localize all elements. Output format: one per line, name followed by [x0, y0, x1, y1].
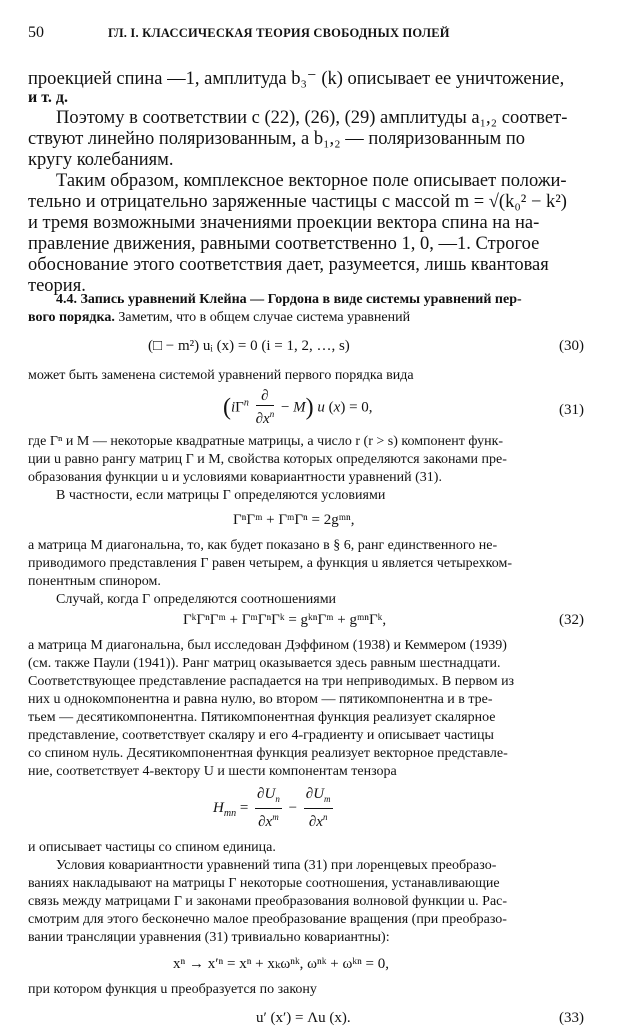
text-line: образования функции u и условиями ковариантности уравнений (31). [28, 470, 442, 485]
equation-rotation: xⁿ → x′ⁿ = xⁿ + xₖωⁿᵏ, ωⁿᵏ + ωᵏⁿ = 0, [173, 956, 389, 972]
text-line: тельно и отрицательно заряженные частицы с массой m = √(k₀² − k²) [28, 192, 567, 212]
text-line: и описывает частицы со спином единица. [28, 840, 276, 855]
equation-tensor-H: $H_{mn}$ = $\frac{\partial U_n}{\partial x^m}$ − $\frac{\partial U_m}{\partial x^n}$ [213, 786, 331, 830]
running-head: ГЛ. I. КЛАССИЧЕСКАЯ ТЕОРИЯ СВОБОДНЫХ ПОЛЕЙ [108, 26, 450, 40]
text-line: Поэтому в соответствии с (22), (26), (29) амплитуды a₁,₂ соответ- [56, 108, 568, 128]
text-line: может быть заменена системой уравнений первого порядка вида [28, 368, 414, 383]
section-heading-end: вого порядка. [28, 310, 115, 325]
equation-33: u′ (x′) = Λu (x). [256, 1010, 351, 1026]
equation-number-32: (32) [559, 612, 584, 628]
text-line: обоснование этого соответствия дает, разумеется, лишь квантовая [28, 255, 549, 275]
text-line: вании трансляции уравнения (31) тривиально ковариантны): [28, 930, 390, 945]
text-line: Соответствующее представление распадается на три неприводимых. В первом из [28, 674, 515, 689]
text-line: кругу колебаниям. [28, 150, 174, 170]
text-line: теория. [28, 276, 86, 296]
text-line: понентным спинором. [28, 574, 161, 589]
text-line: связь между матрицами Γ и законами преобразования волновой функции u. Рас- [28, 894, 508, 909]
page-header [28, 22, 598, 44]
text-line: них u однокомпонентна и равна нулю, во втором — пятикомпонентна и в тре- [28, 692, 493, 707]
text-line: ние, соответствует 4-вектору U и шести компонентам тензора [28, 764, 397, 779]
text-line: со спином нуль. Десятикомпонентная функция реализует векторное представле- [28, 746, 508, 761]
text-line: а матрица M диагональна, был исследован Дэффином (1938) и Кеммером (1939) [28, 638, 507, 653]
text-line: В частности, если матрицы Γ определяются условиями [56, 488, 386, 503]
equation-gamma-anticommutator: ΓⁿΓᵐ + ΓᵐΓⁿ = 2gᵐⁿ, [233, 512, 355, 528]
text-line: а матрица M диагональна, то, как будет показано в § 6, ранг единственного не- [28, 538, 498, 553]
equation-number-33: (33) [559, 1010, 584, 1026]
equation-32: ΓᵏΓⁿΓᵐ + ΓᵐΓⁿΓᵏ = gᵏⁿΓᵐ + gᵐⁿΓᵏ, [183, 612, 387, 628]
text-line: Случай, когда Γ определяются соотношениями [56, 592, 337, 607]
text-line: и т. д. [28, 89, 68, 106]
text-line: проекцией спина —1, амплитуда b₃⁻ (k) описывает ее уничтожение, [28, 69, 565, 89]
fraction-dUm: $\frac{\partial U_m}{\partial x^n}$ [305, 786, 331, 830]
text-line: при котором функция u преобразуется по закону [28, 982, 317, 997]
equation-31: ($i\Gamma^n$ $\frac{\partial}{\partial x^n}$ − M) u (x) = 0, [223, 388, 373, 427]
text-line: Таким образом, комплексное векторное поле описывает положи- [56, 171, 567, 191]
section-intro: Заметим, что в общем случае система уравнений [118, 310, 411, 325]
text-line: где Γⁿ и M — некоторые квадратные матрицы, а число r (r > s) компонент функ- [28, 434, 504, 449]
text-line: представление, соответствует скаляру и его 4-градиенту и описывает частицы [28, 728, 494, 743]
heading-continuation [28, 310, 410, 326]
text-line: ваниях накладывают на матрицы Γ некоторые соотношения, устанавливающие [28, 876, 500, 891]
text-line: Условия ковариантности уравнений типа (31) при лоренцевых преобразо- [56, 858, 497, 873]
partial-derivative-fraction: $\frac{\partial}{\partial x^n}$ [255, 388, 275, 427]
equation-number-30: (30) [559, 338, 584, 354]
equation-number-31: (31) [559, 402, 584, 418]
equation-30: (□ − m²) uᵢ (x) = 0 (i = 1, 2, …, s) [148, 338, 350, 354]
text-line: (см. также Паули (1941)). Ранг матриц оказывается здесь равным шестнадцати. [28, 656, 501, 671]
fraction-dUn: $\frac{\partial U_n}{\partial x^m}$ [257, 786, 280, 830]
text-line: приводимого представления Γ равен четырем, а функция u является четырехком- [28, 556, 513, 571]
text-line: ции u равно рангу матриц Γ и M, свойства которых определяются законами пре- [28, 452, 507, 467]
section-heading: 4.4. Запись уравнений Клейна — Гордона в виде системы уравнений пер- [56, 292, 522, 307]
text-line: смотрим для этого бесконечно малое преобразование вращения (при преобразо- [28, 912, 507, 927]
text-line: правление движения, равными соответственно 1, 0, —1. Строгое [28, 234, 540, 254]
text-line: и тремя возможными значениями проекции вектора спина на на- [28, 213, 540, 233]
text-line: тьем — десятикомпонентна. Пятикомпонентная функция реализует скалярное [28, 710, 496, 725]
text-line: ствуют линейно поляризованным, а b₁,₂ — поляризованным по [28, 129, 526, 149]
page-number: 50 [28, 24, 44, 41]
